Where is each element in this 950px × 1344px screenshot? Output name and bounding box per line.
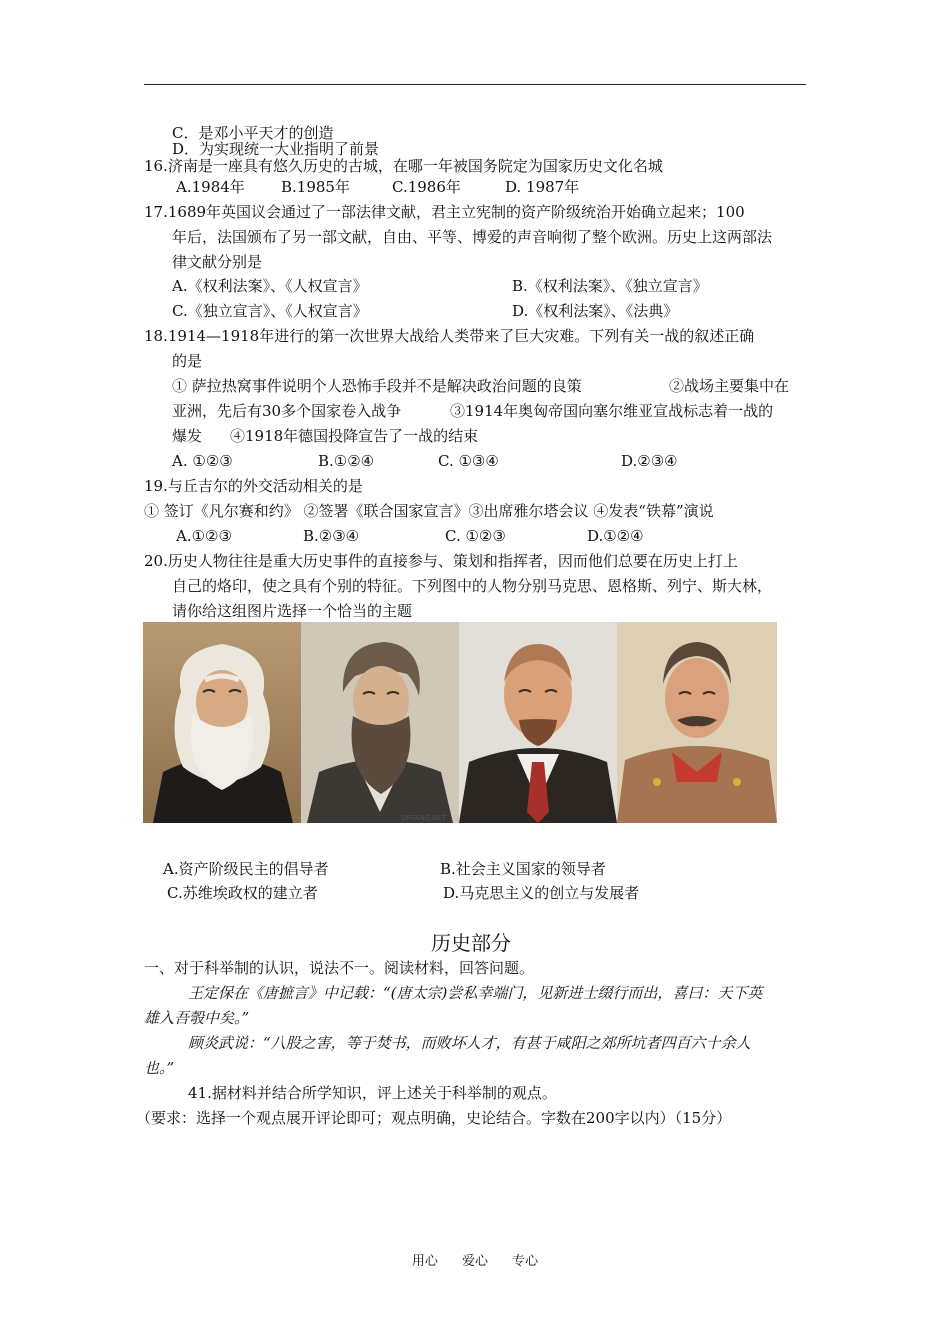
q15-option-d: D．为实现统一大业指明了前景 <box>172 140 380 158</box>
q16-option-c: C.1986年 <box>392 178 461 196</box>
q18-item-2: ②战场主要集中在 <box>669 377 790 395</box>
page-footer <box>0 1250 950 1269</box>
q17-option-d: D.《权利法案》、《法典》 <box>512 302 679 320</box>
q19-option-b: B.②③④ <box>303 527 360 545</box>
q19-option-a: A.①②③ <box>176 527 232 545</box>
q19-items: ① 签订《凡尔赛和约》 ②签署《联合国家宣言》③出席雅尔塔会议 ④发表“铁幕”演说 <box>144 502 714 520</box>
q20-option-d: D.马克思主义的创立与发展者 <box>443 884 640 902</box>
footer-word-1: 用心 <box>411 1254 438 1269</box>
q18-item-3: ③1914年奥匈帝国向塞尔维亚宣战标志着一战的 <box>450 402 774 420</box>
q20-stem-line1: 20.历史人物往往是重大历史事件的直接参与、策划和指挥者，因而他们总要在历史上打上 <box>144 552 738 570</box>
q41-stem: 41.据材料并结合所学知识，评上述关于科举制的观点。 <box>188 1084 557 1102</box>
q20-option-a: A.资产阶级民主的倡导者 <box>163 860 329 878</box>
q19-stem: 19.与丘吉尔的外交活动相关的是 <box>144 477 363 495</box>
q18-option-c: C. ①③④ <box>438 452 499 470</box>
portrait-lenin <box>459 622 617 823</box>
q18-item-1: ① 萨拉热窝事件说明个人恐怖手段并不是解决政治问题的良策 <box>172 377 582 395</box>
q16-stem: 16.济南是一座具有悠久历史的古城，在哪一年被国务院定为国家历史文化名城 <box>144 157 663 175</box>
q18-option-d: D.②③④ <box>621 452 678 470</box>
q18-option-a: A. ①②③ <box>172 452 233 470</box>
q18-item-4: ④1918年德国投降宣告了一战的结束 <box>230 427 479 445</box>
material-1-line2: 雄入吾彀中矣。” <box>144 1009 250 1027</box>
q18-stem-line2: 的是 <box>172 352 203 370</box>
q16-option-a: A.1984年 <box>176 178 245 196</box>
footer-word-2: 爱心 <box>461 1254 488 1269</box>
q19-option-d: D.①②④ <box>587 527 644 545</box>
material-2-line1: 顾炎武说：“八股之害，等于焚书，而败坏人才，有甚于咸阳之郊所坑者四百六十余人 <box>188 1034 751 1052</box>
q19-option-c: C. ①②③ <box>445 527 506 545</box>
portrait-stalin <box>617 622 777 823</box>
section-intro: 一、对于科举制的认识，说法不一。阅读材料，回答问题。 <box>144 959 535 977</box>
q16-option-d: D. 1987年 <box>505 178 580 196</box>
q18-item-2-cont: 亚洲，先后有30多个国家卷入战争 <box>172 402 402 420</box>
q17-option-a: A.《权利法案》、《人权宣言》 <box>172 277 368 295</box>
q16-option-b: B.1985年 <box>281 178 350 196</box>
q20-option-b: B.社会主义国家的领导者 <box>440 860 606 878</box>
portrait-marx <box>143 622 301 823</box>
section-title: 历史部分 <box>431 931 511 955</box>
q17-stem-line1: 17.1689年英国议会通过了一部法律文献，君主立宪制的资产阶级统治开始确立起来；100 <box>144 203 745 221</box>
q20-stem-line3: 请你给这组图片选择一个恰当的主题 <box>172 602 413 620</box>
q20-option-c: C.苏维埃政权的建立者 <box>167 884 318 902</box>
image-watermark: ORTANG.NET <box>401 814 447 822</box>
header-rule <box>144 84 806 85</box>
material-1-line1: 王定保在《唐摭言》中记载：“(唐太宗)尝私幸端门，见新进士缀行而出，喜曰：天下英 <box>188 984 763 1002</box>
q18-item-3-cont: 爆发 <box>172 427 203 445</box>
q15-option-c: C．是邓小平天才的创造 <box>172 124 334 142</box>
q17-option-c: C.《独立宣言》、《人权宣言》 <box>172 302 368 320</box>
material-2-line2: 也。” <box>144 1059 175 1077</box>
q41-requirement: （要求：选择一个观点展开评论即可；观点明确，史论结合。字数在200字以内）（15分） <box>136 1109 732 1127</box>
q18-option-b: B.①②④ <box>318 452 375 470</box>
q17-stem-line3: 律文献分别是 <box>172 253 263 271</box>
q20-stem-line2: 自己的烙印，使之具有个别的特征。下列图中的人物分别马克思、恩格斯、列宁、斯大林， <box>172 577 773 595</box>
q17-stem-line2: 年后，法国颁布了另一部文献，自由、平等、博爱的声音响彻了整个欧洲。历史上这两部法 <box>172 228 773 246</box>
portrait-strip <box>143 622 777 823</box>
footer-word-3: 专心 <box>512 1254 539 1269</box>
portrait-engels <box>301 622 459 823</box>
q18-stem-line1: 18.1914—1918年进行的第一次世界大战给人类带来了巨大灾难。下列有关一战的叙述正确 <box>144 327 755 345</box>
q17-option-b: B.《权利法案》、《独立宣言》 <box>512 277 708 295</box>
